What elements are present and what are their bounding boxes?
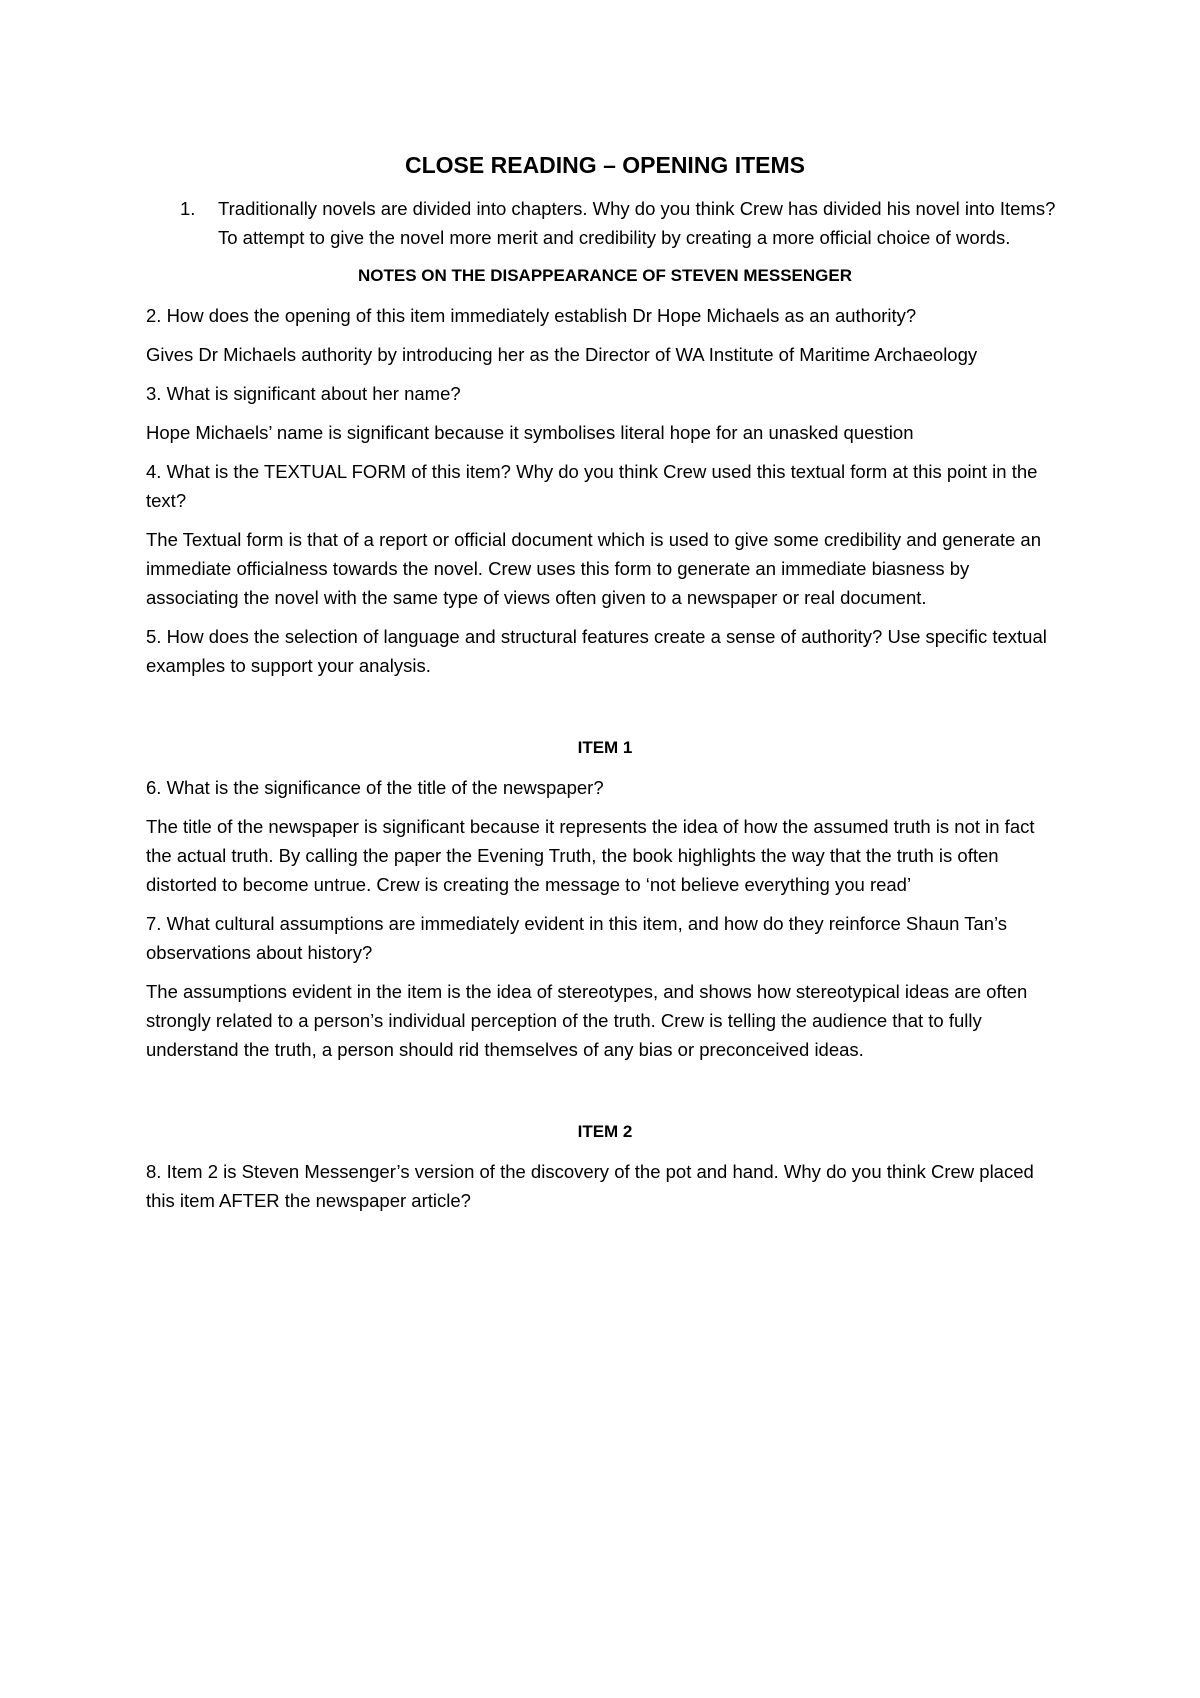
section-heading-item-2: ITEM 2 — [577, 1122, 633, 1141]
answer-3-text: Hope Michaels’ name is significant because it symbolises literal hope for an unasked question — [146, 422, 914, 443]
question-2-text: 2. How does the opening of this item immediately establish Dr Hope Michaels as an authority? — [146, 305, 917, 326]
answer-1-text: To attempt to give the novel more merit and credibility by creating a more official choice of words. — [218, 227, 1011, 248]
question-4-text: 4. What is the TEXTUAL FORM of this item? Why do you think Crew used this textual form at this point in the text? — [146, 461, 1038, 511]
section-heading-item-1: ITEM 1 — [577, 738, 633, 757]
question-1-number: 1. — [180, 198, 196, 219]
answer-6-text: The title of the newspaper is significant because it represents the idea of how the assumed truth is not in fact the actual truth. By calling the paper the Evening Truth, the book highlights the way that the truth is often distorted to become untrue. Crew is creating the message to ‘not believe everything you read’ — [146, 816, 1035, 895]
document-body — [146, 150, 1064, 1225]
question-8-text: 8. Item 2 is Steven Messenger’s version of the discovery of the pot and hand. Why do you think Crew placed this item AFTER the newspaper article? — [146, 1161, 1034, 1211]
page-title: CLOSE READING – OPENING ITEMS — [405, 152, 805, 178]
question-1 — [146, 194, 1064, 252]
question-5-text: 5. How does the selection of language and structural features create a sense of authority? Use specific textual examples to support your analysis. — [146, 626, 1047, 676]
question-6-text: 6. What is the significance of the title of the newspaper? — [146, 777, 604, 798]
question-1-text: Traditionally novels are divided into chapters. Why do you think Crew has divided his novel into Items? — [218, 198, 1056, 219]
answer-7-text: The assumptions evident in the item is the idea of stereotypes, and shows how stereotypical ideas are often strongly related to a person’s individual perception of the truth. Crew is telling the audience that to fully understand the truth, a person should rid themselves of any bias or preconceived ideas. — [146, 981, 1028, 1060]
question-3-text: 3. What is significant about her name? — [146, 383, 461, 404]
section-heading-notes: NOTES ON THE DISAPPEARANCE OF STEVEN MESSENGER — [357, 266, 852, 285]
spacer — [146, 1074, 1064, 1118]
answer-2-text: Gives Dr Michaels authority by introducing her as the Director of WA Institute of Maritime Archaeology — [146, 344, 978, 365]
answer-4-text: The Textual form is that of a report or official document which is used to give some credibility and generate an immediate officialness towards the novel. Crew uses this form to generate an immediate biasness by associating the novel with the same type of views often given to a newspaper or real document. — [146, 529, 1041, 608]
spacer — [146, 690, 1064, 734]
question-7-text: 7. What cultural assumptions are immediately evident in this item, and how do they reinforce Shaun Tan’s observations about history? — [146, 913, 1008, 963]
